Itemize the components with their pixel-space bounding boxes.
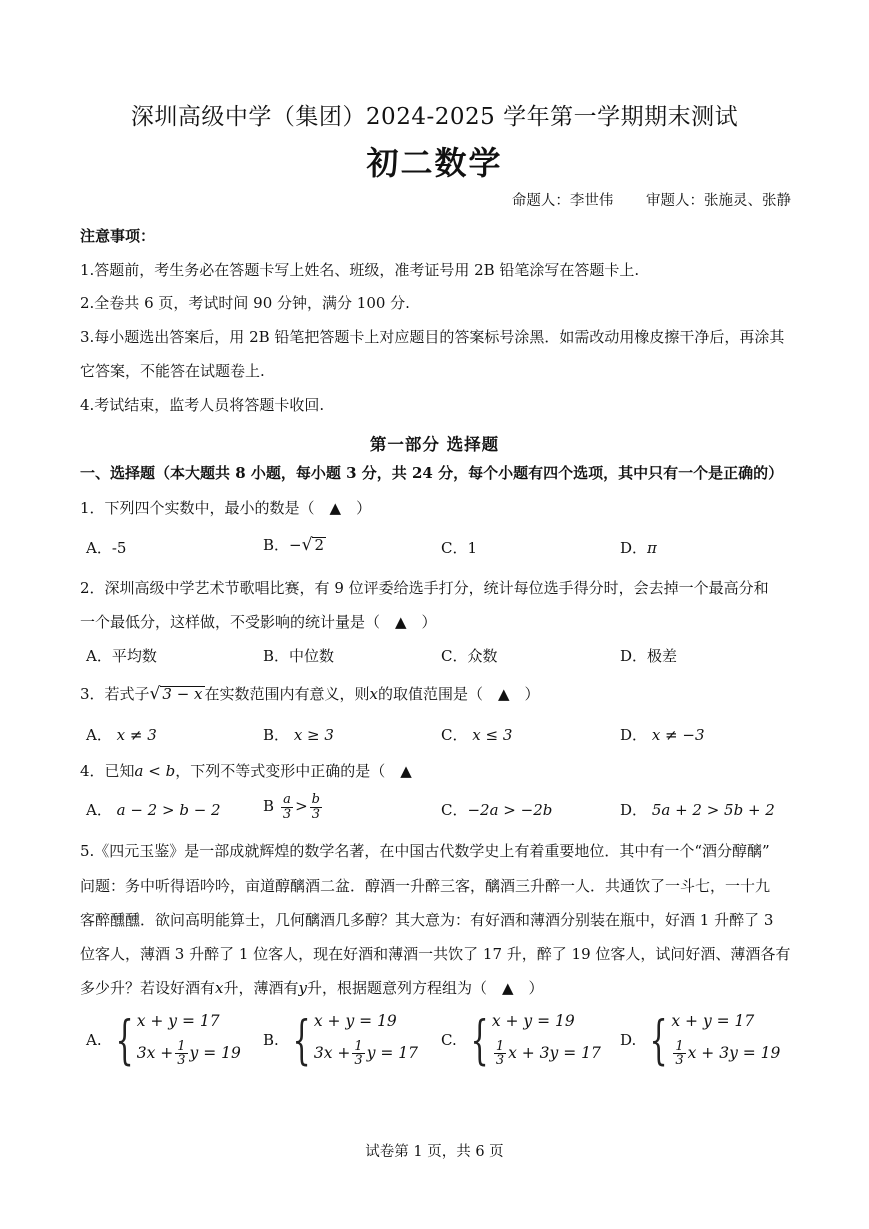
q2-option-c: C．众数	[441, 647, 498, 665]
q3-option-d: D． x ≠ −3	[620, 726, 705, 744]
question-5-stem-line: 客醉醺醺．欲问高明能算士，几何醨酒几多醇？其大意为：有好酒和薄酒分别装在瓶中，好酒 1 升醉了 3	[80, 911, 774, 929]
q4-option-b: B $\frac{a}{3}$ > $\frac{b}{3}$	[263, 792, 320, 822]
q5-option-c: C. { x + y = 19 $\frac{1}{3}$ x + 3y = 17	[441, 1010, 601, 1071]
notice-heading: 注意事项：	[80, 227, 156, 245]
question-5-stem-line: 5.《四元玉鉴》是一部成就辉煌的数学名著，在中国古代数学史上有着重要地位．其中有一个“酒分醇醨”	[80, 842, 770, 860]
q2-option-d: D．极差	[620, 647, 678, 665]
notice-item: 它答案，不能答在试题卷上.	[80, 362, 265, 380]
q5-option-d: D. { x + y = 17 $\frac{1}{3}$ x + 3y = 19	[620, 1010, 781, 1071]
question-2-stem-line1: 2．深圳高级中学艺术节歌唱比赛，有 9 位评委给选手打分，统计每位选手得分时，会去掉一个最高分和	[80, 579, 769, 597]
q2-option-a: A．平均数	[86, 647, 157, 665]
question-5-stem-last: 多少升？若设好酒有x升，薄酒有y升，根据题意列方程组为（ ▲ ）	[80, 979, 544, 997]
q4-option-a: A． a − 2 > b − 2	[86, 801, 221, 819]
exam-subject: 初二数学	[366, 144, 503, 182]
question-reviewer: 审题人：张施灵、张静	[646, 193, 791, 209]
q1-option-b: B．−√ 2	[263, 535, 324, 555]
q5-option-a: A. { x + y = 17 3x + $\frac{1}{3}$ y = 19	[86, 1010, 241, 1071]
part-heading: 第一部分 选择题	[369, 435, 500, 454]
section-heading: 一、选择题（本大题共 8 小题，每小题 3 分，共 24 分，每个小题有四个选项，其中只有一个是正确的）	[80, 464, 784, 482]
question-5-stem-line: 位客人，薄酒 3 升醉了 1 位客人，现在好酒和薄酒一共饮了 17 升，醉了 19 位客人，试问好酒、薄酒各有	[80, 945, 791, 963]
q4-option-d: D． 5a + 2 > 5b + 2	[620, 801, 775, 819]
q4-option-c: C．−2a > −2b	[441, 801, 553, 819]
question-1-stem: 1．下列四个实数中，最小的数是（ ▲ ）	[80, 499, 372, 517]
q3-option-b: B． x ≥ 3	[263, 726, 334, 744]
question-3-stem: 3．若式子√ 3 − x 在实数范围内有意义，则x的取值范围是（ ▲ ）	[80, 684, 540, 704]
notice-item: 3.每小题选出答案后，用 2B 铅笔把答题卡上对应题目的答案标号涂黑．如需改动用橡皮擦干净后，再涂其	[80, 328, 785, 346]
q1-option-c: C．1	[441, 539, 478, 557]
q1-option-a: A．-5	[86, 539, 127, 557]
question-2-stem-line2: 一个最低分，这样做，不受影响的统计量是（ ▲ ）	[80, 613, 437, 631]
question-4-stem: 4．已知a < b，下列不等式变形中正确的是（ ▲	[80, 762, 412, 780]
q1-option-d: D．π	[620, 539, 657, 557]
question-5-stem-line: 问题：务中听得语吟吟，亩道醇醨酒二盆．醇酒一升醉三客，醨酒三升醉一人．共通饮了一斗七，一十九	[80, 877, 771, 895]
q3-option-c: C． x ≤ 3	[441, 726, 513, 744]
question-setter: 命题人：李世伟	[511, 193, 614, 209]
q3-option-a: A． x ≠ 3	[86, 726, 157, 744]
authors	[512, 189, 791, 210]
notice-item: 4.考试结束，监考人员将答题卡收回.	[80, 396, 325, 414]
notice-item: 1.答题前，考生务必在答题卡写上姓名、班级，准考证号用 2B 铅笔涂写在答题卡上.	[80, 261, 640, 279]
q2-option-b: B．中位数	[263, 647, 335, 665]
q5-option-b: B. { x + y = 19 3x + $\frac{1}{3}$ y = 17	[263, 1010, 419, 1071]
page-footer: 试卷第 1 页，共 6 页	[365, 1144, 504, 1160]
exam-title: 深圳高级中学（集团）2024-2025 学年第一学期期末测试	[130, 104, 739, 130]
notice-item: 2.全卷共 6 页，考试时间 90 分钟，满分 100 分.	[80, 294, 410, 312]
